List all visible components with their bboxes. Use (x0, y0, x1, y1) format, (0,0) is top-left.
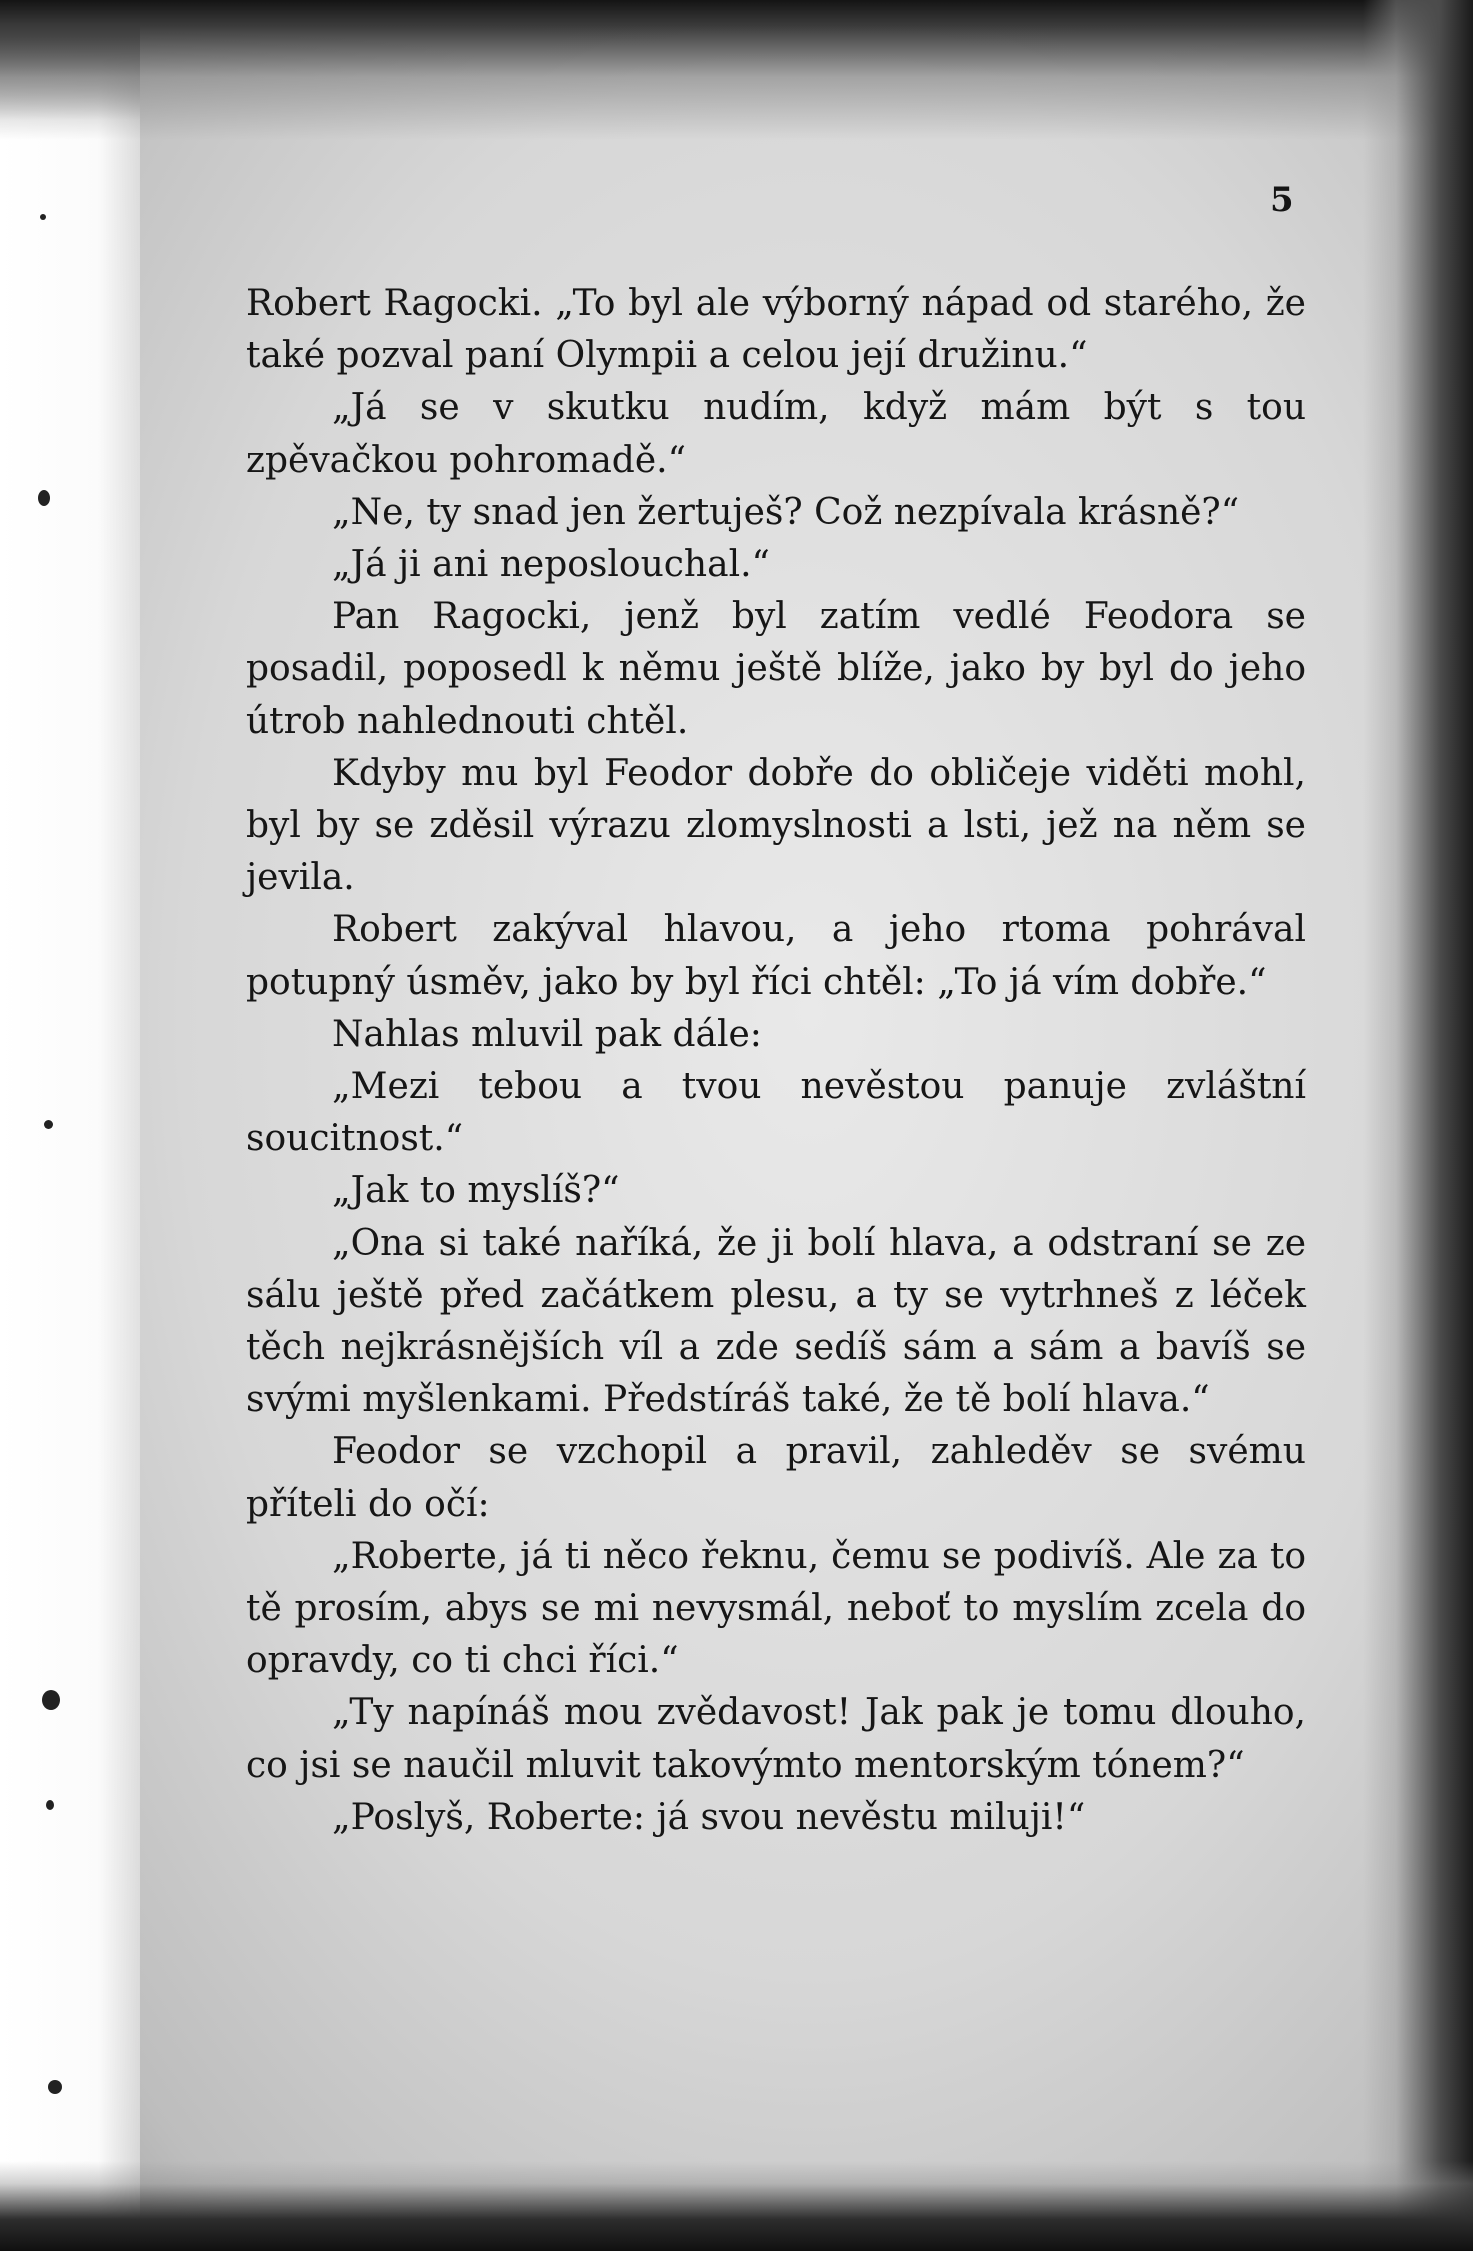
paragraph: „Jak to myslíš?“ (332, 1170, 620, 1212)
scan-speck (42, 1690, 60, 1710)
paragraph: „Ne, ty snad jen žertuješ? Což nezpívala krásně?“ (332, 491, 1240, 533)
paragraph: Feodor se vzchopil a pravil, zahleděv se svému příteli do očí: (246, 1431, 1306, 1525)
paragraph: „Ona si také naříká, že ji bolí hlava, a odstraní se ze sálu ještě před začátkem plesu, a ty se vytrhneš z léček těch nejkrásnějších víl a zde sedíš sám a sám a bavíš se svými myšlenkami. Předstíráš také, že tě bolí hlava.“ (246, 1222, 1306, 1421)
scan-speck (38, 490, 50, 506)
paragraph: „Ty napínáš mou zvědavost! Jak pak je tomu dlouho, co jsi se naučil mluvit takovýmto mentorským tónem?“ (246, 1692, 1306, 1786)
page-number: 5 (1270, 180, 1294, 220)
paragraph: Pan Ragocki, jenž byl zatím vedlé Feodora se posadil, poposedl k němu ještě blíže, jako by byl do jeho útrob nahlednouti chtěl. (246, 596, 1306, 742)
scan-speck (48, 2080, 62, 2094)
paragraph: „Poslyš, Roberte: já svou nevěstu miluji!“ (332, 1796, 1086, 1838)
paragraph: „Já ji ani neposlouchal.“ (332, 544, 770, 586)
paragraph: Nahlas mluvil pak dále: (332, 1013, 762, 1055)
scan-speck (44, 1120, 53, 1129)
paragraph: „Mezi tebou a tvou nevěstou panuje zvláštní soucitnost.“ (246, 1066, 1306, 1160)
paragraph: „Já se v skutku nudím, když mám být s tou zpěvačkou pohromadě.“ (246, 387, 1306, 481)
scan-speck (40, 214, 46, 220)
paragraph: Kdyby mu byl Feodor dobře do obličeje viděti mohl, byl by se zděsil výrazu zlomyslnosti a lsti, jež na něm se jevila. (246, 752, 1306, 899)
left-margin-strip (0, 0, 140, 2251)
paragraph: Robert Ragocki. „To byl ale výborný nápad od starého, že také pozval paní Olympii a celou její družinu.“ (246, 283, 1306, 377)
paragraph: Robert zakýval hlavou, a jeho rtoma pohrával potupný úsměv, jako by byl říci chtěl: „To já vím dobře.“ (246, 909, 1306, 1003)
bottom-edge-shadow (0, 2161, 1473, 2251)
body-text (246, 278, 1306, 1844)
paragraph: „Roberte, já ti něco řeknu, čemu se podivíš. Ale za to tě prosím, abys se mi nevysmál, neboť to myslím zcela do opravdy, co ti chci říci.“ (246, 1535, 1306, 1682)
top-edge-shadow (0, 0, 1473, 140)
scan-speck (46, 1800, 54, 1810)
right-edge-shadow (1363, 0, 1473, 2251)
